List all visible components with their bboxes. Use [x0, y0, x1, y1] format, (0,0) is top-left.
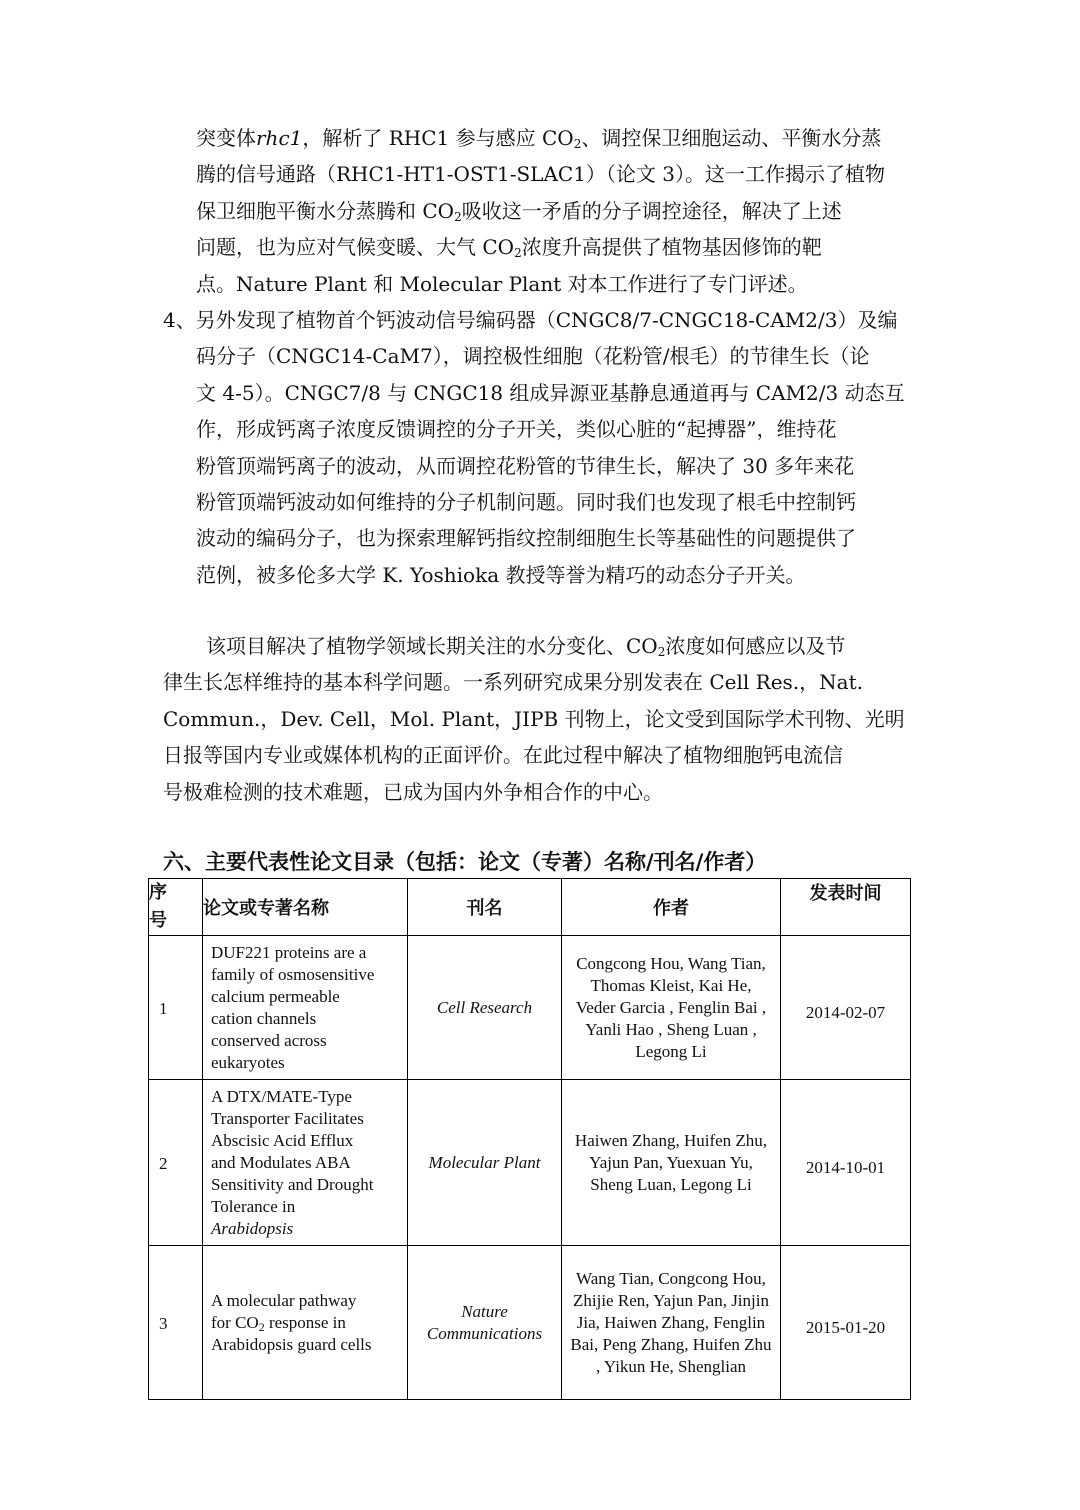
row-no: 1: [149, 936, 203, 1080]
text-run: 该项目解决了植物学领域长期关注的水分变化、CO: [206, 634, 658, 658]
header-title: 论文或专著名称: [203, 879, 408, 936]
title-line: A DTX/MATE-Type: [211, 1086, 352, 1106]
text-run: 浓度升高提供了植物基因修饰的靶: [521, 235, 822, 260]
subscript: 2: [514, 246, 522, 261]
subscript: 2: [657, 645, 666, 659]
text-line: 4、另外发现了植物首个钙波动信号编码器（CNGC8/7-CNGC18-CAM2/3）及编: [163, 308, 898, 332]
title-line: family of osmosensitive: [211, 964, 375, 984]
paper-table: [148, 878, 911, 1400]
title-line: Arabidopsis: [211, 1218, 294, 1238]
text-line: 波动的编码分子，也为探索理解钙指纹控制细胞生长等基础性的问题提供了: [196, 526, 856, 551]
title-line: eukaryotes: [211, 1052, 285, 1072]
text-run: response in: [264, 1312, 346, 1332]
gene-name: rhc1: [256, 126, 303, 150]
table-row: [149, 1246, 911, 1400]
paper-title: [203, 1246, 408, 1400]
text-run: 保卫细胞平衡水分蒸腾和 CO: [196, 198, 455, 223]
title-line: Arabidopsis guard cells: [211, 1334, 372, 1354]
publish-date: 2014-10-01: [781, 1080, 911, 1246]
text-run: 浓度如何感应以及节: [665, 634, 846, 658]
text-line: 作，形成钙离子浓度反馈调控的分子开关，类似心脏的“起搏器”，维持花: [196, 417, 837, 442]
text-line: 文 4-5）。CNGC7/8 与 CNGC18 组成异源亚基静息通道再与 CAM2/3 动态互: [196, 380, 905, 405]
text-run: 、调控保卫细胞运动、平衡水分蒸: [581, 126, 882, 150]
paragraph-rhc1: [196, 120, 885, 302]
paper-title: [203, 936, 408, 1080]
text-line: 点。Nature Plant 和 Molecular Plant 对本工作进行了专门评述。: [196, 271, 808, 296]
text-run: 吸收这一矛盾的分子调控途径，解决了上述: [461, 198, 842, 223]
journal-name: Nature Communications: [408, 1246, 562, 1400]
header-author: 作者: [562, 879, 781, 936]
paragraph-item-4: [163, 302, 905, 593]
row-no: 3: [149, 1246, 203, 1400]
title-line: Transporter Facilitates: [211, 1108, 364, 1128]
table-header-row: [149, 879, 911, 936]
text-line: 码分子（CNGC14-CaM7），调控极性细胞（花粉管/根毛）的节律生长（论: [196, 344, 870, 369]
text-line: 粉管顶端钙波动如何维持的分子机制问题。同时我们也发现了根毛中控制钙: [196, 489, 856, 514]
header-no: [149, 879, 203, 936]
author-list: Haiwen Zhang, Huifen Zhu, Yajun Pan, Yuexuan Yu, Sheng Luan, Legong Li: [562, 1080, 781, 1246]
title-line: DUF221 proteins are a: [211, 942, 367, 962]
paper-title: [203, 1080, 408, 1246]
journal-name: Molecular Plant: [408, 1080, 562, 1246]
text-line: 范例，被多伦多大学 K. Yoshioka 教授等誉为精巧的动态分子开关。: [196, 562, 806, 587]
subscript: 2: [454, 209, 462, 224]
title-line: [211, 1312, 401, 1334]
text-line: Commun.，Dev. Cell，Mol. Plant，JIPB 刊物上，论文受到国际学术刊物、光明: [163, 706, 905, 731]
table-row: [149, 1080, 911, 1246]
text-line: 粉管顶端钙离子的波动，从而调控花粉管的节律生长，解决了 30 多年来花: [196, 453, 855, 478]
publish-date: 2014-02-07: [781, 936, 911, 1080]
text-line: 号极难检测的技术难题，已成为国内外争相合作的中心。: [163, 779, 663, 804]
header-text: 号: [149, 910, 167, 931]
header-journal: 刊名: [408, 879, 562, 936]
text-line: [163, 628, 905, 664]
text-run: for CO: [211, 1312, 259, 1332]
text-line: 腾的信号通路（RHC1-HT1-OST1-SLAC1）（论文 3）。这一工作揭示了植物: [196, 162, 886, 187]
header-time: 发表时间: [781, 879, 911, 936]
paragraph-summary: [163, 628, 905, 810]
text-run: 突变体: [196, 126, 256, 150]
text-run: 问题，也为应对气候变暖、大气 CO: [196, 235, 515, 260]
title-line: Sensitivity and Drought: [211, 1174, 374, 1194]
subscript: 2: [258, 1319, 265, 1334]
title-line: calcium permeable: [211, 986, 340, 1006]
title-line: Abscisic Acid Efflux: [211, 1130, 354, 1150]
text-line: [196, 193, 885, 229]
publish-date: 2015-01-20: [781, 1246, 911, 1400]
author-list: Congcong Hou, Wang Tian, Thomas Kleist, Kai He, Veder Garcia , Fenglin Bai , Yanli Hao , Sheng Luan , Legong Li: [562, 936, 781, 1080]
title-line: cation channels: [211, 1008, 317, 1028]
subscript: 2: [573, 137, 582, 151]
text-line: [196, 120, 885, 156]
text-line: [196, 229, 885, 265]
title-line: Tolerance in: [211, 1196, 296, 1216]
header-text: 序: [149, 882, 167, 903]
table-row: [149, 936, 911, 1080]
title-line: conserved across: [211, 1030, 327, 1050]
row-no: 2: [149, 1080, 203, 1246]
journal-name: Cell Research: [408, 936, 562, 1080]
text-line: 律生长怎样维持的基本科学问题。一系列研究成果分别发表在 Cell Res.，Nat.: [163, 670, 863, 695]
title-line: and Modulates ABA: [211, 1152, 351, 1172]
text-line: 日报等国内专业或媒体机构的正面评价。在此过程中解决了植物细胞钙电流信: [163, 743, 843, 768]
section-heading: 六、主要代表性论文目录（包括：论文（专著）名称/刊名/作者）: [163, 850, 767, 874]
title-line: A molecular pathway: [211, 1290, 357, 1310]
author-list: Wang Tian, Congcong Hou, Zhijie Ren, Yajun Pan, Jinjin Jia, Haiwen Zhang, Fenglin Bai, Peng Zhang, Huifen Zhu , Yikun He, Shenglian: [562, 1246, 781, 1400]
text-run: ，解析了 RHC1 参与感应 CO: [302, 126, 574, 150]
